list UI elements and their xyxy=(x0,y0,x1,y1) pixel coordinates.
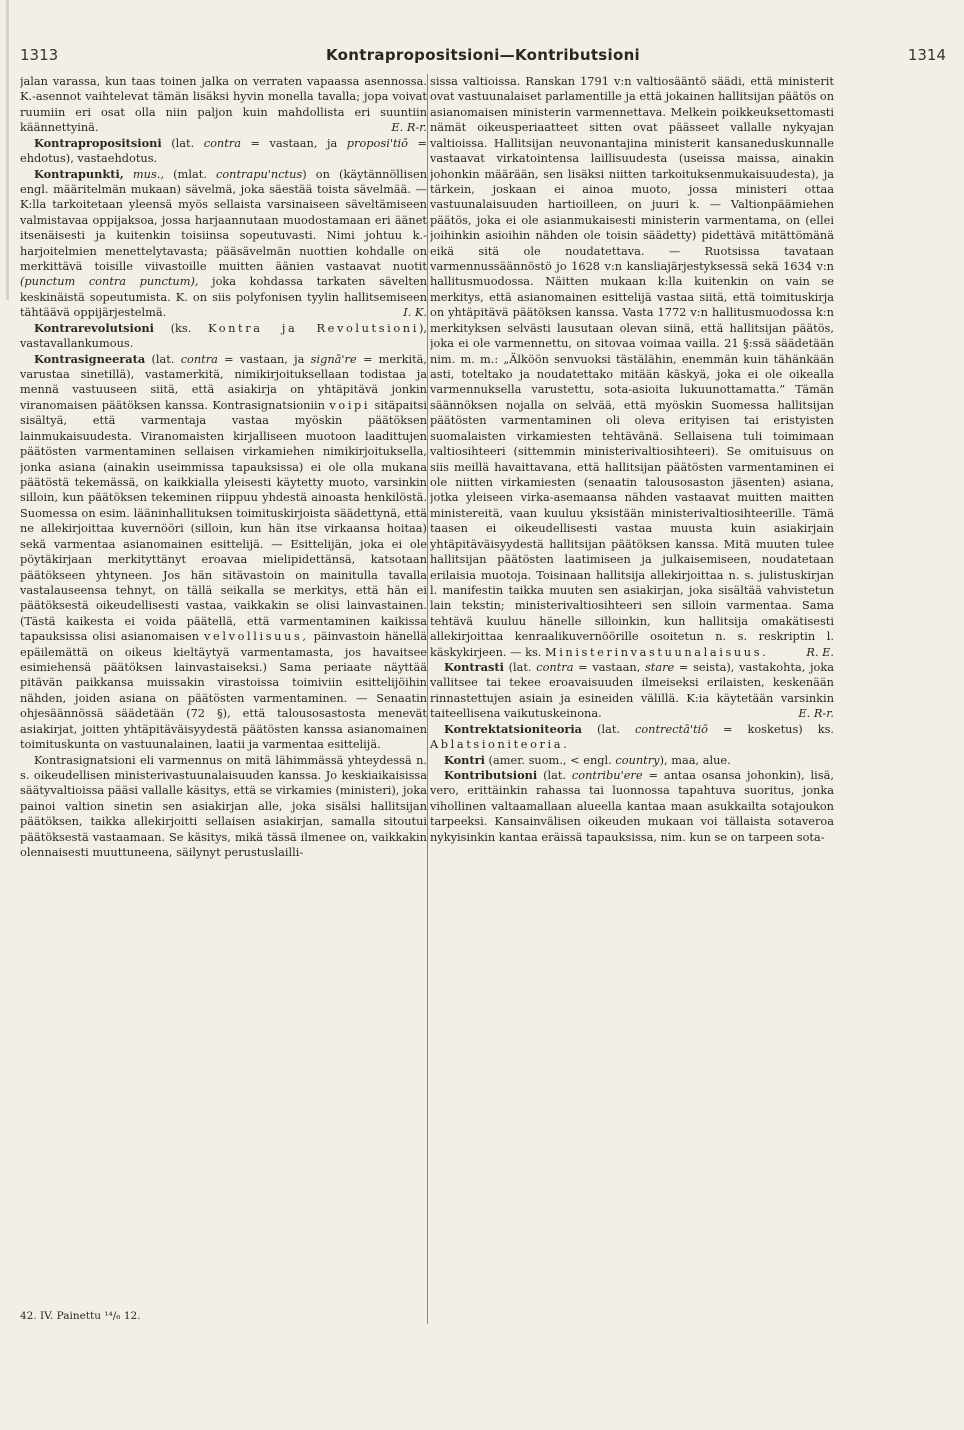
entry-headword: Kontrasti xyxy=(444,660,504,675)
author-signature: E. R-r. xyxy=(798,706,834,721)
entry-headword: Kontri xyxy=(444,752,485,767)
entry-kontrapropositsioni: Kontrapropositsioni (lat. contra = vastaan, ja proposi'tiō = ehdotus), vastaehdotus. xyxy=(20,135,427,166)
continued-paragraph xyxy=(20,74,427,136)
entry-headword: Kontrektatsioniteoria xyxy=(444,721,583,736)
entry-headword: Kontrapunkti, xyxy=(34,166,124,181)
paragraph-text: jalan varassa, kun taas toinen jalka on verraten vapaassa asennossa. K.-asennot vaihtelevat tämän lisäksi hyvin monella tavalla; jopa voivat ruumiin eri osat olla niin paljon kuin mahdollista eri suuntiin käännettyinä. xyxy=(20,74,427,135)
entry-kontrektatsioniteoria: Kontrektatsioniteoria (lat. contrectā'tiō = kosketus) ks. Ablatsioniteoria. xyxy=(430,721,834,752)
running-title: Kontrapropositsioni—Kontributsioni xyxy=(326,46,640,64)
cross-reference[interactable]: Kontra ja Revolutsioni xyxy=(207,320,419,335)
paragraph-kontrasignatsioni: Kontrasignatsioni eli varmennus on mitä lähimmässä yhteydessä n. s. oikeudellisen ministerivastuunalaisuuden kanssa. Jo keskiaikaisissa säätyvaltioissa pääsi vallalle käsitys, että se virkamies (ministeri), joka painoi valtion sinetin sen asiakirjan alle, joka sisälsi hallitsijan päätöksen, taikka allekirjoitti sellaisen asiakirjan, samalla sitoutui päätöksestä vastaamaan. Se käsitys, mikä tässä ilmenee on, vaikkakin olennaisesti muuttuneena, säilynyt perustuslailli- xyxy=(20,752,427,860)
author-signature: R. E. xyxy=(806,644,834,659)
cross-reference[interactable]: Ministerinvastuunalaisuus. xyxy=(544,644,769,659)
right-page-number: 1314 xyxy=(907,46,946,64)
entry-kontrapunkti: Kontrapunkti, mus., (mlat. contrapu'nctus) on (käytännöllisen engl. määritelmän mukaan) sävelmä, joka säestää toista sävelmää. — K:lla tarkoitetaan yleensä myös sellaista varsinaiseen säveltämiseen valmistavaa oppijaksoa, jossa harjaannutaan muodostamaan eri äänet itsenäisesti ja kuitenkin toisiinsa sopeutuvasti. Nimi johtuu k.-harjoitelmien menettelytavasta; pääsävelmän nuottien kohdalle on merkittävä toisille viivastoille muitten äänien vastaavat nuotit (punctum contra punctum), joka kohdassa tarkaten sävelten keskinäistä sopeutumista. K. on siis polyfonisen tyylin hallitsemiseen tähtäävä oppijärjestelmä. I. K. xyxy=(20,166,427,320)
column-divider xyxy=(427,74,428,1324)
author-signature: E. R-r. xyxy=(391,120,427,135)
printer-footer: 42. IV. Painettu ¹⁴/₆ 12. xyxy=(20,1310,141,1322)
entry-headword: Kontrapropositsioni xyxy=(34,135,162,150)
cross-reference[interactable]: Ablatsioniteoria. xyxy=(430,737,570,752)
entry-kontributsioni: Kontributsioni (lat. contribu'ere = antaa osansa johonkin), lisä, vero, erittäinkin rahassa tai luonnossa tapahtuva suoritus, jonka vihollinen valtaamallaan alueella kantaa maan asukkailta sotajoukon tarpeeksi. Kansainvälisen oikeuden mukaan voi tällaista sotaveroa nykyisinkin kantaa eräissä tapauksissa, nim. kun se on tarpeen sota- xyxy=(430,767,834,844)
page-header xyxy=(20,46,946,70)
entry-kontrasti: Kontrasti (lat. contra = vastaan, stare = seista), vastakohta, joka vallitsee tai tekee eroavaisuuden ilmeiseksi erilaisten, keskenään rinnastettujen asiain ja esineiden välillä. K:ia käytetään varsinkin taiteellisena vaikutuskeinona. E. R-r. xyxy=(430,660,834,721)
entry-kontrasigneerata: Kontrasigneerata (lat. contra = vastaan, ja signā're = merkitä, varustaa sinetillä), vastamerkitä, nimikirjoituksellaan todistaa ja mennä vastuuseen siitä, että asiakirja on yhtäpitävä jonkin viranomaisen päätöksen kanssa. Kontrasignatsioniin voipi sitäpaitsi sisältyä, että varmentaja vastaa myöskin päätöksen lainmukaisuudesta. Viranomaisten kirjalliseen muotoon laadittujen päätösten varmentaminen sellaisen virkamiehen nimikirjoituksella, jonka asiana (ainakin useimmissa tapauksissa) ei ole olla mukana päätöstä tekemässä, on kaikkialla yleisesti käytetty muoto, varsinkin silloin, kun päätöksen tekeminen riippuu yhdestä ainoasta henkilöstä. Suomessa on esim. lääninhallituksen toimituskirjoista säädettynä, että ne allekirjoittaa kuvernööri (silloin, kun hän itse virkaansa hoitaa) sekä varmentaa asianomainen esittelijä. — Esittelijän, joka ei ole pöytäkirjaan merkityttänyt eroavaa mielipidettänsä, katsotaan päätökseen yhtyneen. Jos hän sitävastoin on mainitulla tavalla vastalauseensa tehnyt, on tällä seikalla se merkitys, että hän ei päätöksestä oikeudellisesti vastaa, vaikkakin se olisi lainvastainen. (Tästä kaikesta ei voida päätellä, että varmentaminen kaikissa tapauksissa olisi asianomaisen velvollisuus, päinvastoin hänellä epäilemättä on oikeus kieltäytyä varmentamasta, jos havaitsee esimiehensä päätöksen lainvastaiseksi.) Sama periaate näyttää pitävän paikkansa muissakin virastoissa toimiviin esittelijöihin nähden, joiden asiana on päätösten varmentaminen. — Senaatin ohjesäännössä säädetään (72 §), että talousosastosta menevät asiakirjat, joitten yhtäpitäväisyydestä päätösten kanssa asianomainen toimituskunta on vastuunalainen, laatii ja varmentaa esittelijä. xyxy=(20,351,427,752)
entry-kontrarevolutsioni: Kontrarevolutsioni (ks. Kontra ja Revolutsioni), vastavallankumous. xyxy=(20,320,427,351)
page-edge-shadow xyxy=(6,0,9,300)
continued-paragraph: sissa valtioissa. Ranskan 1791 v:n valtiosääntö säädi, että ministerit ovat vastuunalaiset parlamentille ja että jokainen hallitsijan päätös on asianomaisen ministerin varmennettava. Melkein poikkeuksettomasti nämät oikeusperiaatteet sitten ovat päässeet vallalle nykyajan valtioissa. Hallitsijan neuvonantajina ministerit kansaneduskunnalle vastaavat virkatointensa laillisuudesta (useissa maissa, ainakin johonkin määrään, sen lisäksi niitten tarkoituksenmukaisuudesta), ja tärkein, joskaan ei ainoa muoto, jossa ministeri ottaa vastuunalaisuuden hartioilleen, on juuri k. — Valtionpäämiehen päätös, joka ei ole asianmukaisesti ministerin varmentama, on (ellei joihinkin asioihin nähden ole toisin säädetty) pidettävä mitättömänä eikä sitä ole noudatettava. — Ruotsissa tavataan varmennussäännöstö jo 1628 v:n kansliajärjestyksessä sekä 1634 v:n hallitusmuodossa. Näitten mukaan k:lla kuitenkin on vain se merkitys, että asianomainen esittelijä vastaa siitä, että toimituskirja on yhtäpitävä päätöksen kanssa. Vasta 1772 v:n hallitusmuodossa k:n merkityksen selvästi lausutaan olevan siinä, että hallitsijan päätös, joka ei ole varmennettu, on sitovaa voimaa vailla. 21 §:ssä säädetään nim. m. m.: „Älköön senvuoksi tästälähin, enemmän kuin tähänkään asti, toteltako ja noudatettako mitään käskyä, joka ei ole oikealla varmennuksella varustettu, sota-asioita lukuunottamatta.” Tämän säännöksen nojalla on selvää, että myöskin Suomessa hallitsijan päätösten varmentaminen oli oleva erityisen tai eristyisten suomalaisten virkamiesten tehtävänä. Sellaisena tuli toimimaan valtiosihteeri (sittemmin ministerivaltiosihteeri). Se omituisuus on siis meillä havaittavana, että hallitsijan päätösten varmentaminen ei ole niitten virkamiesten (senaatin talousosaston jäsenten) asiana, jotka yleiseen virka-asemaansa nähden vastaavat muitten maitten ministereitä, vaan kuuluu yksistään ministerivaltiosihteerille. Tämä taasen ei oikeudellisesti vastaa muusta kuin asiakirjain yhtäpitäväisyydestä hallitsijan päätöksen kanssa. Mitä muuten tulee hallitsijan päätösten laatimiseen ja julkaisemiseen, noudatetaan erilaisia muotoja. Toisinaan hallitsija allekirjoittaa n. s. julistuskirjan l. manifestin taikka muuten sen asiakirjan, joka sisältää vahvistetun lain tekstin; ministerivaltiosihteeri sen silloin varmentaa. Sama tehtävä kuuluu hänelle silloinkin, kun hallitsija omakätisesti allekirjoittaa kenraalikuvernöörille osoitetun n. s. reskriptin l. käskykirjeen. — ks. Ministerinvastuunalaisuus. R. E. xyxy=(430,74,834,659)
entry-headword: Kontrarevolutsioni xyxy=(34,320,154,335)
entry-kontri: Kontri (amer. suom., < engl. country), maa, alue. xyxy=(444,752,731,767)
right-column xyxy=(430,74,834,1324)
entry-headword: Kontributsioni xyxy=(444,767,538,782)
author-signature: I. K. xyxy=(403,305,427,320)
left-page-number: 1313 xyxy=(20,46,59,64)
left-column xyxy=(20,74,427,1324)
entry-headword: Kontrasigneerata xyxy=(34,351,146,366)
